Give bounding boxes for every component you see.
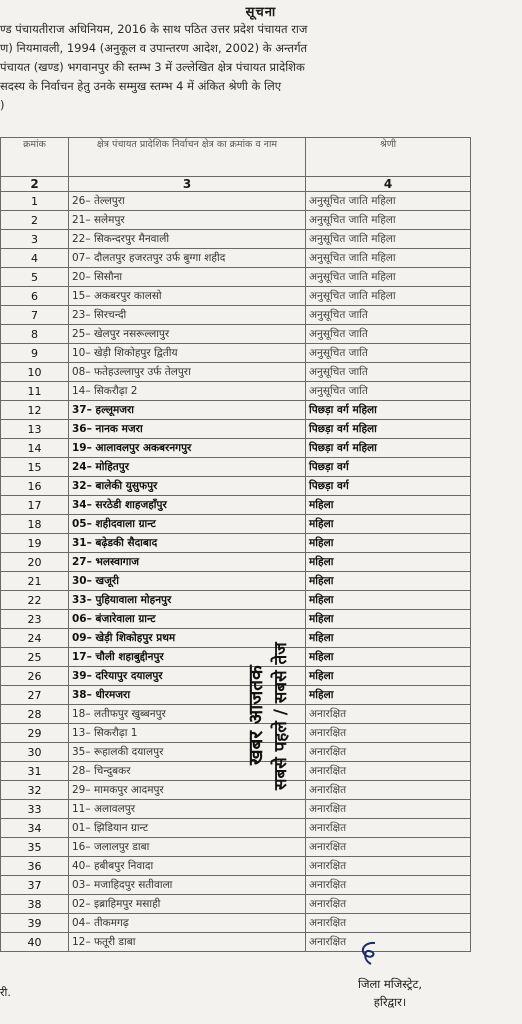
serial-cell: 13 — [1, 420, 69, 439]
serial-cell: 11 — [1, 382, 69, 401]
table-row — [1, 591, 471, 610]
serial-cell: 22 — [1, 591, 69, 610]
table-row — [1, 781, 471, 800]
area-cell: 24– मोहितपुर — [69, 458, 306, 477]
header-serial: क्रमांक — [1, 138, 69, 177]
serial-cell: 23 — [1, 610, 69, 629]
serial-cell: 40 — [1, 933, 69, 952]
category-cell: अनुसूचित जाति — [306, 363, 471, 382]
area-cell: 19– आलावलपुर अकबरनगपुर — [69, 439, 306, 458]
serial-cell: 37 — [1, 876, 69, 895]
area-cell: 01– झिडियान ग्रान्ट — [69, 819, 306, 838]
serial-cell: 16 — [1, 477, 69, 496]
category-cell: अनारक्षित — [306, 762, 471, 781]
serial-cell: 30 — [1, 743, 69, 762]
table-row — [1, 439, 471, 458]
category-cell: अनुसूचित जाति — [306, 344, 471, 363]
serial-cell: 5 — [1, 268, 69, 287]
table-row — [1, 762, 471, 781]
serial-cell: 2 — [1, 211, 69, 230]
signatory-place: हरिद्वार। — [373, 995, 407, 1009]
serial-cell: 38 — [1, 895, 69, 914]
signatory-block — [330, 975, 450, 1011]
serial-cell: 18 — [1, 515, 69, 534]
area-cell: 12– फतूरी डाबा — [69, 933, 306, 952]
category-cell: अनारक्षित — [306, 933, 471, 952]
table-row — [1, 363, 471, 382]
category-cell: अनारक्षित — [306, 819, 471, 838]
table-row — [1, 819, 471, 838]
serial-cell: 7 — [1, 306, 69, 325]
area-cell: 36– नानक मजरा — [69, 420, 306, 439]
area-cell: 38– धीरमजरा — [69, 686, 306, 705]
category-cell: पिछड़ा वर्ग — [306, 477, 471, 496]
category-cell: अनुसूचित जाति — [306, 325, 471, 344]
serial-cell: 27 — [1, 686, 69, 705]
category-cell: पिछड़ा वर्ग महिला — [306, 401, 471, 420]
serial-cell: 10 — [1, 363, 69, 382]
area-cell: 30– खजूरी — [69, 572, 306, 591]
header-area: क्षेत्र पंचायत प्रादेशिक निर्वाचन क्षेत्र का क्रमांक व नाम — [69, 138, 306, 177]
category-cell: अनारक्षित — [306, 876, 471, 895]
table-row — [1, 914, 471, 933]
area-cell: 04– तीकमगढ़ — [69, 914, 306, 933]
area-cell: 34– सरठेडी शाहजहाँपुर — [69, 496, 306, 515]
serial-cell: 26 — [1, 667, 69, 686]
category-cell: अनुसूचित जाति — [306, 382, 471, 401]
serial-cell: 12 — [1, 401, 69, 420]
table-row — [1, 857, 471, 876]
area-cell: 05– शहीदवाला ग्रान्ट — [69, 515, 306, 534]
table-row — [1, 895, 471, 914]
area-cell: 26– तेल्लपुरा — [69, 192, 306, 211]
table-row — [1, 192, 471, 211]
table-row — [1, 876, 471, 895]
watermark — [240, 600, 290, 800]
serial-cell: 28 — [1, 705, 69, 724]
area-cell: 17– चौली शहाबुद्दीनपुर — [69, 648, 306, 667]
table-row — [1, 534, 471, 553]
serial-cell: 21 — [1, 572, 69, 591]
area-cell: 15– अकबरपुर कालसो — [69, 287, 306, 306]
table-row — [1, 743, 471, 762]
category-cell: महिला — [306, 515, 471, 534]
serial-cell: 31 — [1, 762, 69, 781]
table-row — [1, 211, 471, 230]
table-row — [1, 629, 471, 648]
notice-title: सूचना — [245, 5, 277, 20]
serial-cell: 32 — [1, 781, 69, 800]
serial-cell: 20 — [1, 553, 69, 572]
table-row — [1, 667, 471, 686]
intro-line: ण) नियमावली, 1994 (अनुकूल व उपान्तरण आदेश, 2002) के अन्तर्गत — [0, 41, 308, 55]
watermark-line1: खबर आजतक — [245, 665, 267, 765]
serial-cell: 35 — [1, 838, 69, 857]
footer-left-text: री. — [0, 986, 11, 999]
intro-line: ) — [0, 98, 5, 112]
category-cell: अनुसूचित जाति महिला — [306, 268, 471, 287]
area-cell: 11– अलावलपुर — [69, 800, 306, 819]
table-row — [1, 496, 471, 515]
table-row — [1, 800, 471, 819]
category-cell: अनुसूचित जाति महिला — [306, 249, 471, 268]
area-cell: 32– बालेकी युसुफपुर — [69, 477, 306, 496]
serial-cell: 8 — [1, 325, 69, 344]
table-row — [1, 572, 471, 591]
area-cell: 20– सिसौना — [69, 268, 306, 287]
table-body — [1, 192, 471, 952]
serial-cell: 34 — [1, 819, 69, 838]
area-cell: 27– भलस्वागाज — [69, 553, 306, 572]
serial-cell: 36 — [1, 857, 69, 876]
category-cell: पिछड़ा वर्ग महिला — [306, 420, 471, 439]
table-row — [1, 344, 471, 363]
category-cell: महिला — [306, 686, 471, 705]
category-cell: महिला — [306, 629, 471, 648]
area-cell: 09– खेड़ी शिकोहपुर प्रथम — [69, 629, 306, 648]
area-cell: 06– बंजारेवाला ग्रान्ट — [69, 610, 306, 629]
table-row — [1, 553, 471, 572]
watermark-line2: सबसे पहले / सबसे तेज — [271, 642, 291, 790]
signature-mark — [355, 940, 385, 968]
column-number: 3 — [69, 177, 306, 192]
area-cell: 14– सिकरौढ़ा 2 — [69, 382, 306, 401]
area-cell: 25– खेलपुर नसरूल्लापुर — [69, 325, 306, 344]
serial-cell: 14 — [1, 439, 69, 458]
area-cell: 16– जलालपुर डाबा — [69, 838, 306, 857]
category-cell: अनारक्षित — [306, 781, 471, 800]
category-cell: पिछड़ा वर्ग महिला — [306, 439, 471, 458]
area-cell: 23– सिरचन्दी — [69, 306, 306, 325]
category-cell: महिला — [306, 610, 471, 629]
table-row — [1, 838, 471, 857]
serial-cell: 15 — [1, 458, 69, 477]
table-row — [1, 477, 471, 496]
category-cell: पिछड़ा वर्ग — [306, 458, 471, 477]
table-row — [1, 686, 471, 705]
category-cell: महिला — [306, 591, 471, 610]
area-cell: 39– दरियापुर दयालपुर — [69, 667, 306, 686]
intro-paragraph — [0, 20, 500, 115]
area-cell: 40– हबीबपुर निवादा — [69, 857, 306, 876]
watermark-graphic — [240, 600, 290, 800]
serial-cell: 29 — [1, 724, 69, 743]
serial-cell: 25 — [1, 648, 69, 667]
category-cell: महिला — [306, 572, 471, 591]
serial-cell: 24 — [1, 629, 69, 648]
serial-cell: 3 — [1, 230, 69, 249]
column-number: 2 — [1, 177, 69, 192]
category-cell: अनारक्षित — [306, 914, 471, 933]
area-cell: 08– फतेहउल्लापुर उर्फ तेलपुरा — [69, 363, 306, 382]
table-row — [1, 933, 471, 952]
area-cell: 07– दौलतपुर हजरतपुर उर्फ बुग्गा शहीद — [69, 249, 306, 268]
category-cell: अनारक्षित — [306, 705, 471, 724]
category-cell: अनुसूचित जाति — [306, 306, 471, 325]
category-cell: अनारक्षित — [306, 895, 471, 914]
category-cell: महिला — [306, 553, 471, 572]
serial-cell: 4 — [1, 249, 69, 268]
table-row — [1, 401, 471, 420]
area-cell: 37– हल्लूमजरा — [69, 401, 306, 420]
serial-cell: 9 — [1, 344, 69, 363]
category-cell: महिला — [306, 496, 471, 515]
category-cell: अनारक्षित — [306, 743, 471, 762]
serial-cell: 39 — [1, 914, 69, 933]
category-cell: अनुसूचित जाति महिला — [306, 230, 471, 249]
table-row — [1, 287, 471, 306]
table-row — [1, 420, 471, 439]
area-cell: 21– सलेमपुर — [69, 211, 306, 230]
table-row — [1, 268, 471, 287]
header-category: श्रेणी — [306, 138, 471, 177]
table-row — [1, 515, 471, 534]
area-cell: 13– सिकरौढ़ा 1 — [69, 724, 306, 743]
serial-cell: 1 — [1, 192, 69, 211]
area-cell: 29– मामकपुर आदमपुर — [69, 781, 306, 800]
area-cell: 33– पुहियावाला मोहनपुर — [69, 591, 306, 610]
table-header-row — [1, 138, 471, 177]
area-cell: 22– सिकन्दरपुर मैनवाली — [69, 230, 306, 249]
column-number-row — [1, 177, 471, 192]
column-number: 4 — [306, 177, 471, 192]
category-cell: अनारक्षित — [306, 800, 471, 819]
table-row — [1, 648, 471, 667]
category-cell: अनुसूचित जाति महिला — [306, 287, 471, 306]
area-cell: 35– रूहालकी दयालपुर — [69, 743, 306, 762]
serial-cell: 33 — [1, 800, 69, 819]
table-row — [1, 458, 471, 477]
category-cell: महिला — [306, 534, 471, 553]
category-cell: अनारक्षित — [306, 838, 471, 857]
category-cell: अनारक्षित — [306, 857, 471, 876]
category-cell: अनारक्षित — [306, 724, 471, 743]
category-cell: अनुसूचित जाति महिला — [306, 192, 471, 211]
serial-cell: 19 — [1, 534, 69, 553]
area-cell: 02– इब्राहिमपुर मसाही — [69, 895, 306, 914]
serial-cell: 6 — [1, 287, 69, 306]
table-row — [1, 230, 471, 249]
table-row — [1, 705, 471, 724]
intro-line: ण्ड पंचायतीराज अधिनियम, 2016 के साथ पठित उत्तर प्रदेश पंचायत राज — [0, 22, 308, 36]
area-cell: 18– लतीफपुर खुब्बनपुर — [69, 705, 306, 724]
table-row — [1, 610, 471, 629]
area-cell: 03– मजाहिदपुर सतीवाला — [69, 876, 306, 895]
area-cell: 10– खेड़ी शिकोहपुर द्वितीय — [69, 344, 306, 363]
category-cell: महिला — [306, 667, 471, 686]
intro-line: पंचायत (खण्ड) भगवानपुर की स्तम्भ 3 में उल्लेखित क्षेत्र पंचायत प्रादेशिक — [0, 60, 305, 74]
table-row — [1, 325, 471, 344]
reservation-table — [0, 137, 471, 952]
category-cell: महिला — [306, 648, 471, 667]
area-cell: 31– बढ़ेडकी सैदाबाद — [69, 534, 306, 553]
table-row — [1, 306, 471, 325]
area-cell: 28– चिन्दुबकर — [69, 762, 306, 781]
signatory-designation: जिला मजिस्ट्रेट, — [357, 977, 423, 991]
table-row — [1, 249, 471, 268]
intro-line: सदस्य के निर्वाचन हेतु उनके सम्मुख स्तम्भ 4 में अंकित श्रेणी के लिए — [0, 79, 282, 93]
table-row — [1, 382, 471, 401]
category-cell: अनुसूचित जाति महिला — [306, 211, 471, 230]
table-row — [1, 724, 471, 743]
serial-cell: 17 — [1, 496, 69, 515]
